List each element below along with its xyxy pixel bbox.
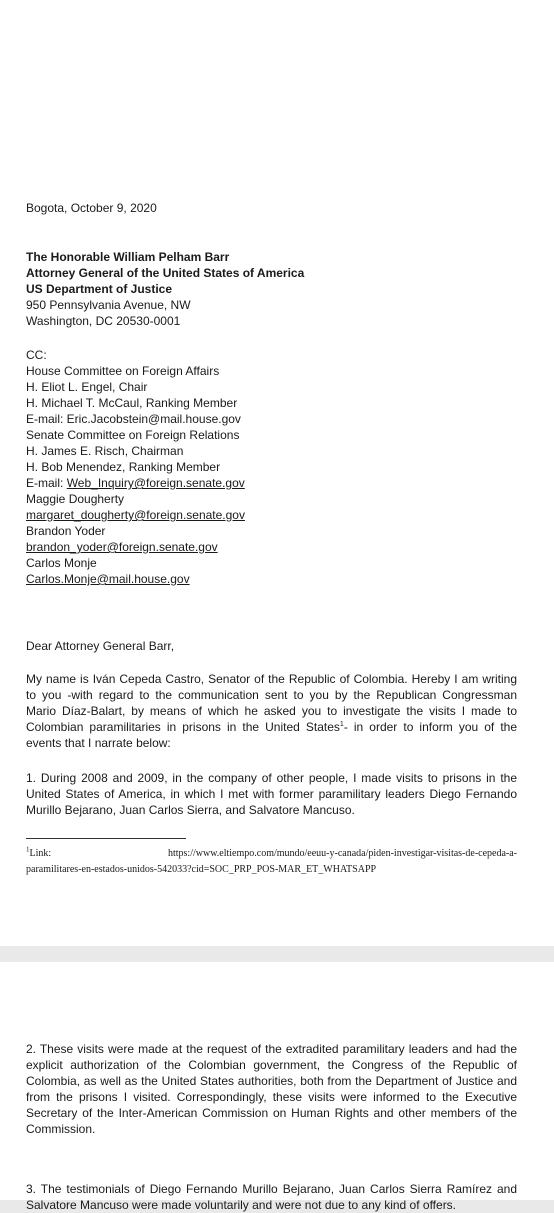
cc-engel: H. Eliot L. Engel, Chair (26, 380, 148, 394)
document-page-2 (0, 962, 554, 1212)
para2-line-5: Secretary of the Inter-American Commission on Human Rights and other members of the (26, 1106, 517, 1120)
footnote-label: Link: (29, 848, 52, 859)
cc-block (26, 347, 517, 587)
cc-senate-committee: Senate Committee on Foreign Relations (26, 428, 240, 442)
para1-line-1: 1. During 2008 and 2009, in the company of other people, I made visits to prisons in the (26, 771, 517, 785)
para3-line-2: Salvatore Mancuso were made voluntarily and were not due to any kind of offers. (26, 1198, 457, 1212)
cc-mccaul: H. Michael T. McCaul, Ranking Member (26, 396, 238, 410)
para1-line-3: Murillo Bejarano, Juan Carlos Sierra, and Salvatore Mancuso. (26, 803, 355, 817)
footnote-marker: 1 (26, 845, 30, 854)
paragraph-1 (26, 770, 517, 818)
para1-line-2: United States of America, in which I met with former paramilitary leaders Diego Fernando (26, 787, 517, 801)
paragraph-3 (26, 1181, 517, 1213)
footnote-separator (26, 838, 186, 839)
paragraph-2 (26, 1041, 517, 1137)
cc-house-email: E-mail: Eric.Jacobstein@mail.house.gov (26, 412, 241, 426)
cc-yoder-name: Brandon Yoder (26, 524, 106, 538)
footnote-reference: 1 (339, 721, 344, 728)
para2-line-6: Commission. (26, 1122, 96, 1136)
para2-line-2: explicit authorization of the Colombian government, the Congress of the Republic of (26, 1058, 517, 1072)
footnote-url-part-1[interactable]: https://www.eltiempo.com/mundo/eeuu-y-canada/piden-investigar-visitas-de-cepeda-a- (167, 848, 517, 859)
footnote-line-1 (26, 846, 517, 862)
para2-line-3: Colombia, as well as the United States authorities, both from the Department of Justice and (26, 1074, 517, 1088)
addressee-name: The Honorable William Pelham Barr (26, 250, 230, 264)
addressee-department: US Department of Justice (26, 282, 173, 296)
para2-line-4: from the prisons I visited. Correspondingly, these visits were informed to the Executive (26, 1090, 517, 1104)
intro-paragraph (26, 671, 517, 751)
cc-dougherty-name: Maggie Dougherty (26, 492, 125, 506)
footnote (26, 846, 517, 878)
cc-house-committee: House Committee on Foreign Affairs (26, 364, 220, 378)
addressee-block (26, 249, 517, 329)
cc-monje-name: Carlos Monje (26, 556, 97, 570)
addressee-city: Washington, DC 20530-0001 (26, 314, 181, 328)
intro-line-1: My name is Iván Cepeda Castro, Senator of the Republic of Colombia. Hereby I am writing (26, 672, 517, 686)
para3-line-1: 3. The testimonials of Diego Fernando Murillo Bejarano, Juan Carlos Sierra Ramírez and (26, 1182, 517, 1196)
cc-monje-email-link[interactable]: Carlos.Monje@mail.house.gov (26, 572, 190, 586)
cc-dougherty-email-link[interactable]: margaret_dougherty@foreign.senate.gov (26, 508, 245, 522)
addressee-title: Attorney General of the United States of America (26, 266, 305, 280)
intro-line-2: to you -with regard to the communication sent to you by the Republican Congressman (26, 688, 517, 702)
cc-yoder-email-link[interactable]: brandon_yoder@foreign.senate.gov (26, 540, 218, 554)
intro-line-4 (26, 719, 517, 735)
intro-line-5: events that I narrate below: (26, 736, 171, 750)
intro-line-4-text: Colombian paramilitaries in prisons in the United States (26, 720, 340, 734)
addressee-street: 950 Pennsylvania Avenue, NW (26, 298, 191, 312)
intro-line-3: Mario Díaz-Balart, by means of which he asked you to investigate the visits I made to (26, 704, 517, 718)
salutation: Dear Attorney General Barr, (26, 639, 175, 653)
intro-line-4-tail: - in order to inform you of the (343, 720, 518, 734)
cc-menendez: H. Bob Menendez, Ranking Member (26, 460, 221, 474)
cc-risch: H. James E. Risch, Chairman (26, 444, 184, 458)
cc-label: CC: (26, 348, 47, 362)
date-line: Bogota, October 9, 2020 (26, 201, 157, 215)
para2-line-1: 2. These visits were made at the request of the extradited paramilitary leaders and had the (26, 1042, 517, 1056)
cc-senate-email-label: E-mail: (26, 476, 64, 490)
footnote-url-part-2[interactable]: paramilitares-en-estados-unidos-542033?cid=SOC_PRP_POS-MAR_ET_WHATSAPP (26, 864, 377, 875)
cc-senate-email-link[interactable]: Web_Inquiry@foreign.senate.gov (66, 476, 245, 490)
cc-senate-email-line (26, 475, 517, 491)
